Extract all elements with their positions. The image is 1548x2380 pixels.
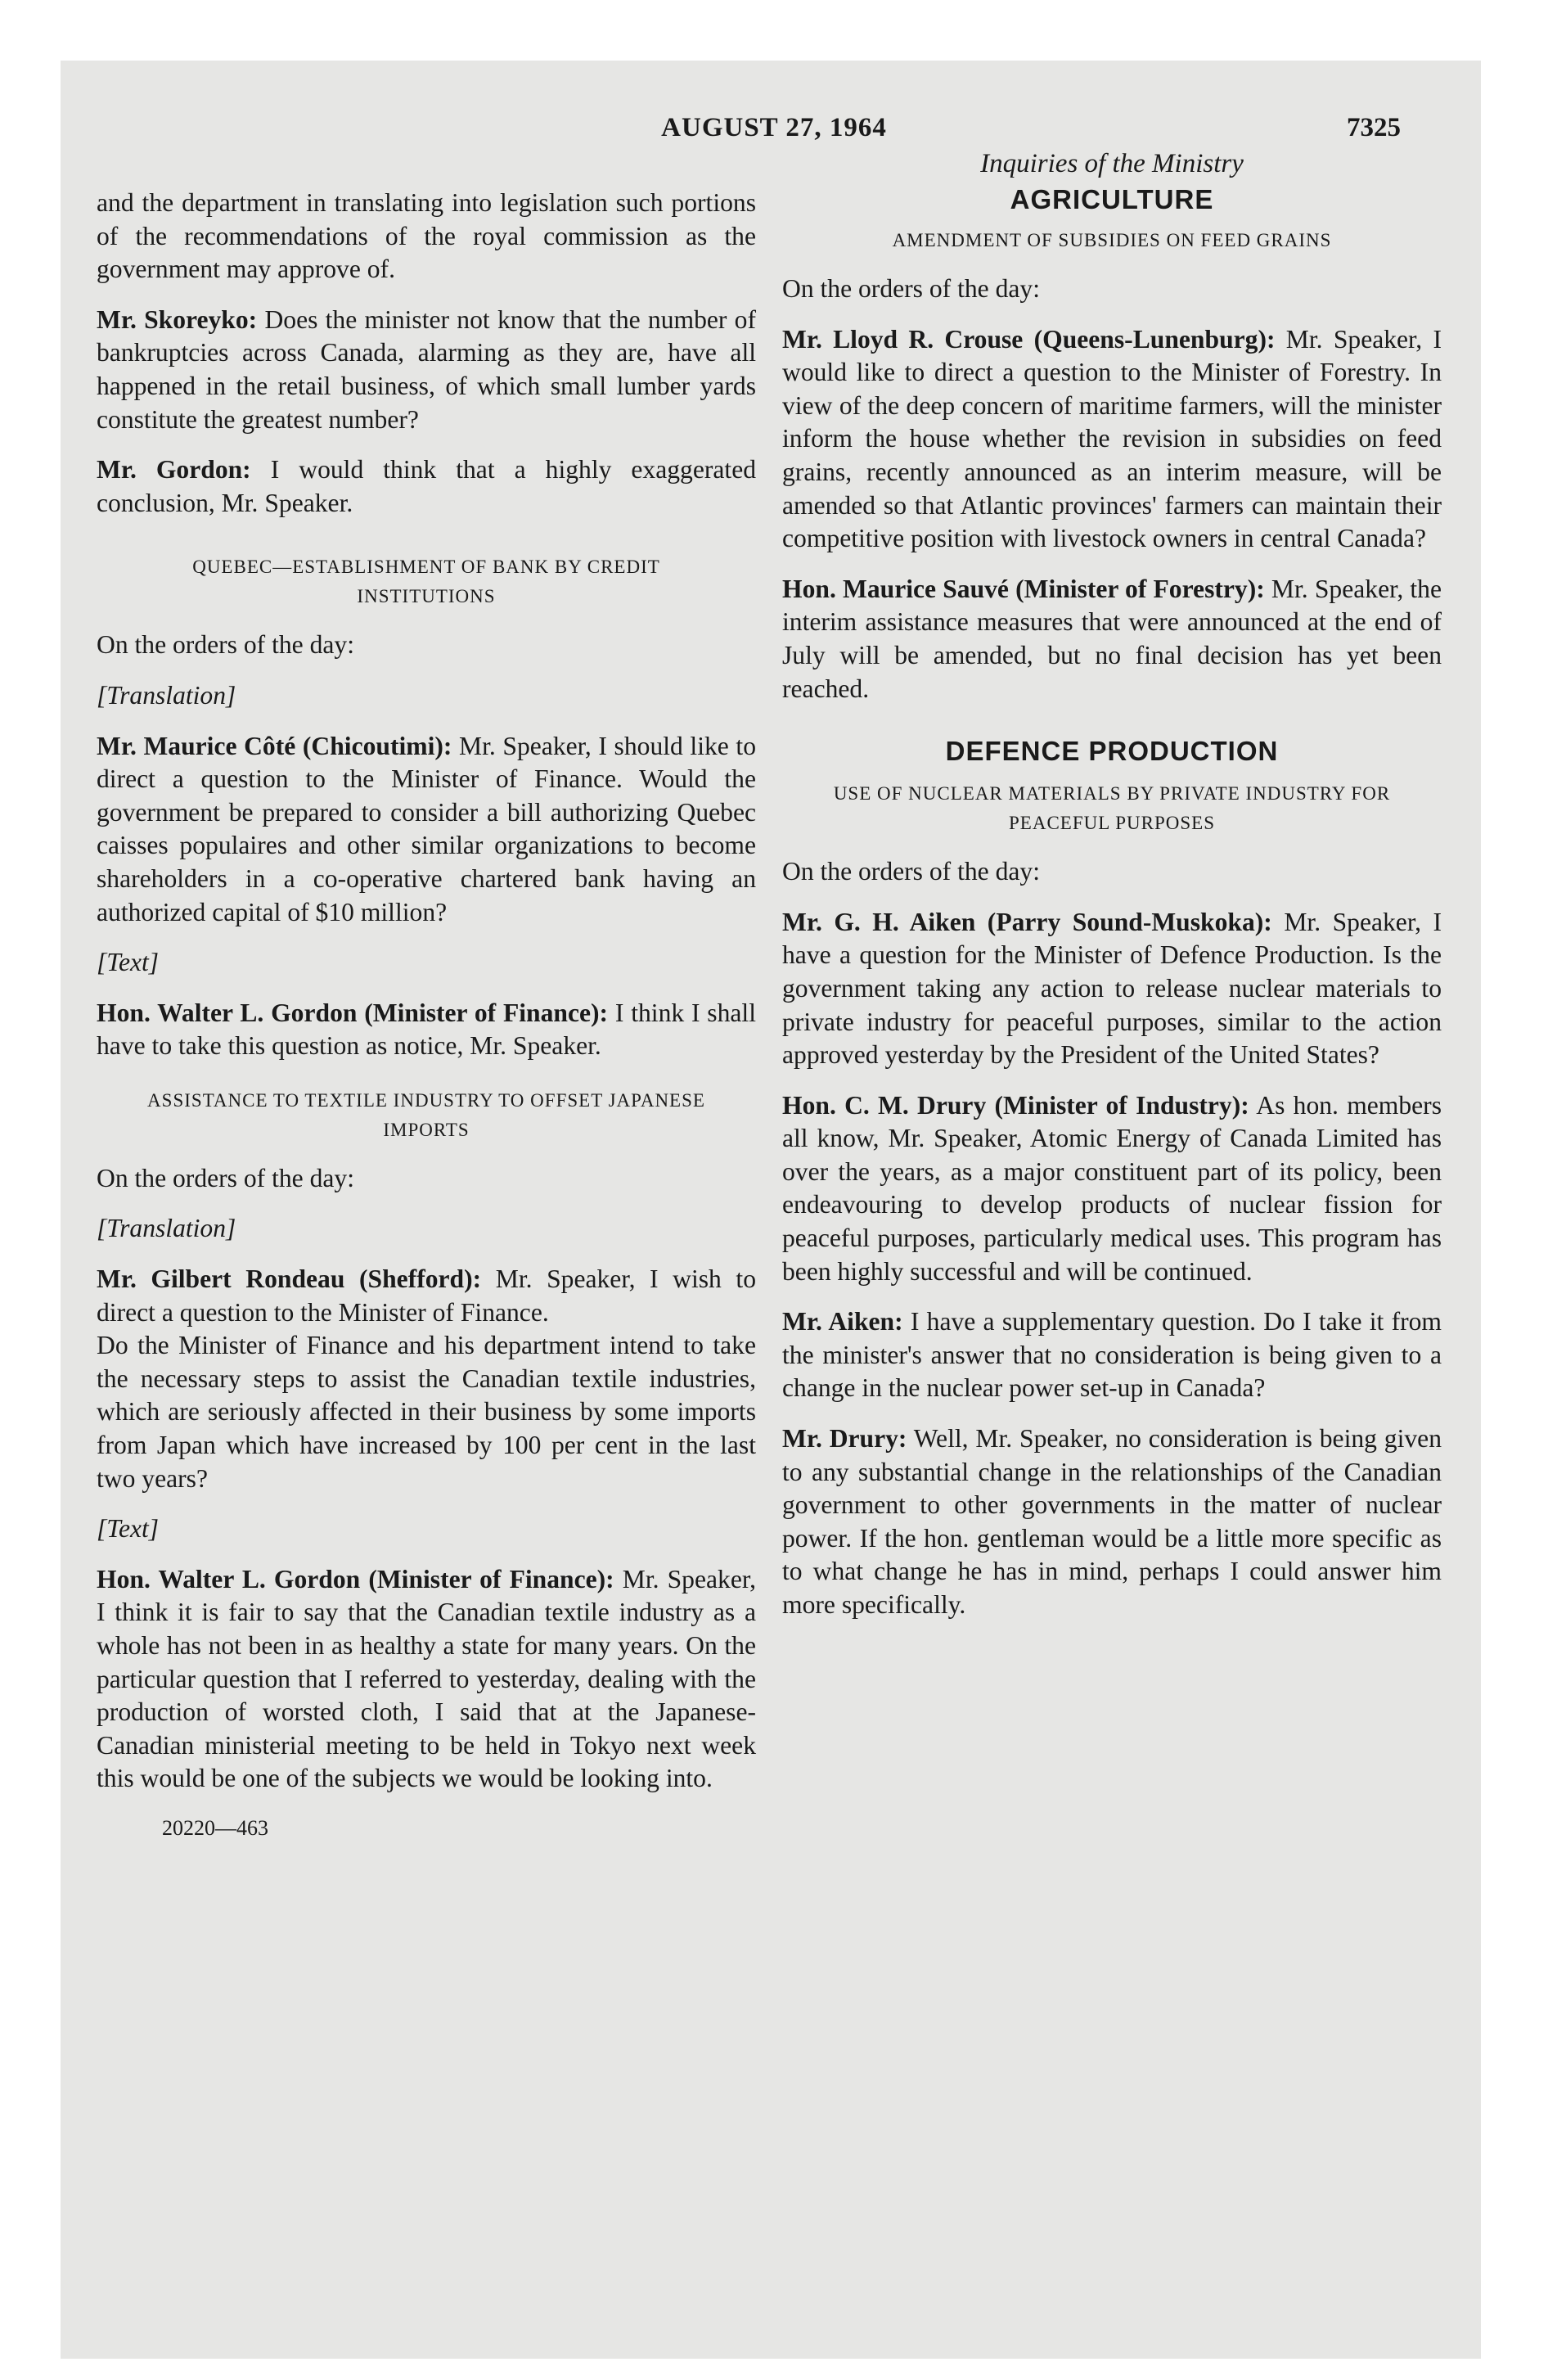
header-date: AUGUST 27, 1964 bbox=[661, 113, 887, 142]
orders-of-the-day: On the orders of the day: bbox=[782, 857, 1040, 886]
section-heading: ASSISTANCE TO TEXTILE INDUSTRY TO OFFSET JAPANESE IMPORTS bbox=[147, 1089, 705, 1140]
paragraph bbox=[97, 1263, 756, 1329]
translation-marker: [Translation] bbox=[97, 680, 236, 710]
paragraph: Do the Minister of Finance and his department intend to take the necessary steps to assist the Canadian textile industries, which are seriously affected in their business by some imports from Japan which have increased by 100 per cent in the last two years? bbox=[97, 1331, 756, 1493]
paragraph bbox=[782, 1089, 1442, 1289]
speaker-name: Mr. Aiken: bbox=[782, 1307, 903, 1336]
speech-text: I think I shall have to take this question as notice, Mr. Speaker. bbox=[97, 998, 756, 1061]
speech-text: Mr. Speaker, the interim assistance measures that were announced at the end of July will be amended, but no final decision has yet been reached. bbox=[782, 574, 1442, 703]
paragraph bbox=[782, 1422, 1442, 1622]
speech-text: Well, Mr. Speaker, no consideration is being given to any substantial change in the relationships of the Canadian government to other governments in the matter of nuclear power. If the hon. gentleman would be a little more specific as to what change he has in mind, perhaps I could answer him more specifically. bbox=[782, 1424, 1442, 1619]
speech-text: Mr. Speaker, I think it is fair to say that the Canadian textile industry as a whole has not been in as healthy a state for many years. On the particular question that I referred to yesterday, dealing with the production of worsted cloth, I said that at the Japanese-Canadian ministerial meeting to be held in Tokyo next week this would be one of the subjects we would be looking into. bbox=[97, 1564, 756, 1793]
running-caption: Inquiries of the Ministry bbox=[980, 149, 1244, 178]
speaker-name: Mr. G. H. Aiken (Parry Sound-Muskoka): bbox=[782, 907, 1272, 936]
footer-code: 20220—463 bbox=[162, 1815, 268, 1840]
paragraph bbox=[782, 323, 1442, 556]
speech-text: Does the minister not know that the number of bankruptcies across Canada, alarming as they are, have all happened in the retail business, of which small lumber yards constitute the greatest number? bbox=[97, 304, 756, 434]
page-number: 7325 bbox=[1347, 113, 1401, 142]
speech-text: Mr. Speaker, I wish to direct a question to the Minister of Finance. bbox=[97, 1264, 756, 1327]
speaker-name: Hon. C. M. Drury (Minister of Industry): bbox=[782, 1090, 1249, 1120]
paragraph bbox=[97, 304, 756, 436]
orders-of-the-day: On the orders of the day: bbox=[97, 630, 354, 660]
speaker-name: Hon. Maurice Sauvé (Minister of Forestry): bbox=[782, 574, 1265, 603]
translation-marker: [Translation] bbox=[97, 1214, 236, 1243]
speaker-name: Hon. Walter L. Gordon (Minister of Finance): bbox=[97, 998, 609, 1027]
paragraph bbox=[97, 1563, 756, 1796]
paragraph bbox=[782, 573, 1442, 705]
paragraph bbox=[97, 730, 756, 930]
paragraph bbox=[97, 453, 756, 520]
speaker-name: Mr. Drury: bbox=[782, 1424, 907, 1454]
speaker-name: Mr. Gordon: bbox=[97, 455, 251, 485]
orders-of-the-day: On the orders of the day: bbox=[782, 274, 1040, 303]
section-subheading: AMENDMENT OF SUBSIDIES ON FEED GRAINS bbox=[892, 230, 1332, 250]
speech-text: I would think that a highly exaggerated conclusion, Mr. Speaker. bbox=[97, 455, 757, 517]
left-column bbox=[97, 187, 756, 1846]
speech-text: Mr. Speaker, I should like to direct a question to the Minister of Finance. Would the government be prepared to consider a bill authorizing Quebec caisses populaires and other similar organizations to become shareholders in a co-operative chartered bank having an authorized capital of $10 million? bbox=[97, 731, 756, 926]
speaker-name: Mr. Skoreyko: bbox=[97, 304, 258, 334]
section-heading: QUEBEC—ESTABLISHMENT OF BANK BY CREDIT INSTITUTIONS bbox=[192, 557, 660, 607]
speech-text: Mr. Speaker, I would like to direct a question to the Minister of Forestry. In view of the deep concern of maritime farmers, will the minister inform the house whether the revision in subsidies on feed grains, recently announced as an interim measure, will be amended so that Atlantic provinces' farmers can maintain their competitive position with livestock owners in central Canada? bbox=[782, 324, 1442, 553]
speech-text: As hon. members all know, Mr. Speaker, Atomic Energy of Canada Limited has over the years, as a major constituent part of its policy, been endeavouring to develop products of nuclear fission for peaceful purposes, particularly medical uses. This program has been highly successful and will be continued. bbox=[782, 1090, 1442, 1286]
speaker-name: Hon. Walter L. Gordon (Minister of Finance): bbox=[97, 1564, 614, 1593]
paragraph bbox=[782, 906, 1442, 1072]
speaker-name: Mr. Lloyd R. Crouse (Queens-Lunenburg): bbox=[782, 324, 1276, 354]
section-subheading: USE OF NUCLEAR MATERIALS BY PRIVATE INDUSTRY FOR PEACEFUL PURPOSES bbox=[833, 783, 1391, 834]
right-column bbox=[782, 146, 1442, 1622]
speech-text: I have a supplementary question. Do I take it from the minister's answer that no consideration is being given to a change in the nuclear power set-up in Canada? bbox=[782, 1307, 1442, 1403]
paragraph bbox=[97, 997, 756, 1063]
speech-text: Mr. Speaker, I have a question for the Minister of Defence Production. Is the government taking any action to release nuclear materials to private industry for peaceful purposes, similar to the action approved yesterday by the President of the United States? bbox=[782, 907, 1442, 1070]
section-title: AGRICULTURE bbox=[1010, 184, 1214, 214]
text-marker: [Text] bbox=[97, 1514, 160, 1544]
orders-of-the-day: On the orders of the day: bbox=[97, 1163, 354, 1192]
text-marker: [Text] bbox=[97, 948, 160, 977]
speaker-name: Mr. Gilbert Rondeau (Shefford): bbox=[97, 1264, 482, 1294]
section-title: DEFENCE PRODUCTION bbox=[945, 736, 1279, 767]
paragraph: and the department in translating into legislation such portions of the recommendations of the royal commission as the government may approve of. bbox=[97, 188, 756, 284]
paragraph bbox=[782, 1305, 1442, 1405]
speaker-name: Mr. Maurice Côté (Chicoutimi): bbox=[97, 731, 452, 760]
